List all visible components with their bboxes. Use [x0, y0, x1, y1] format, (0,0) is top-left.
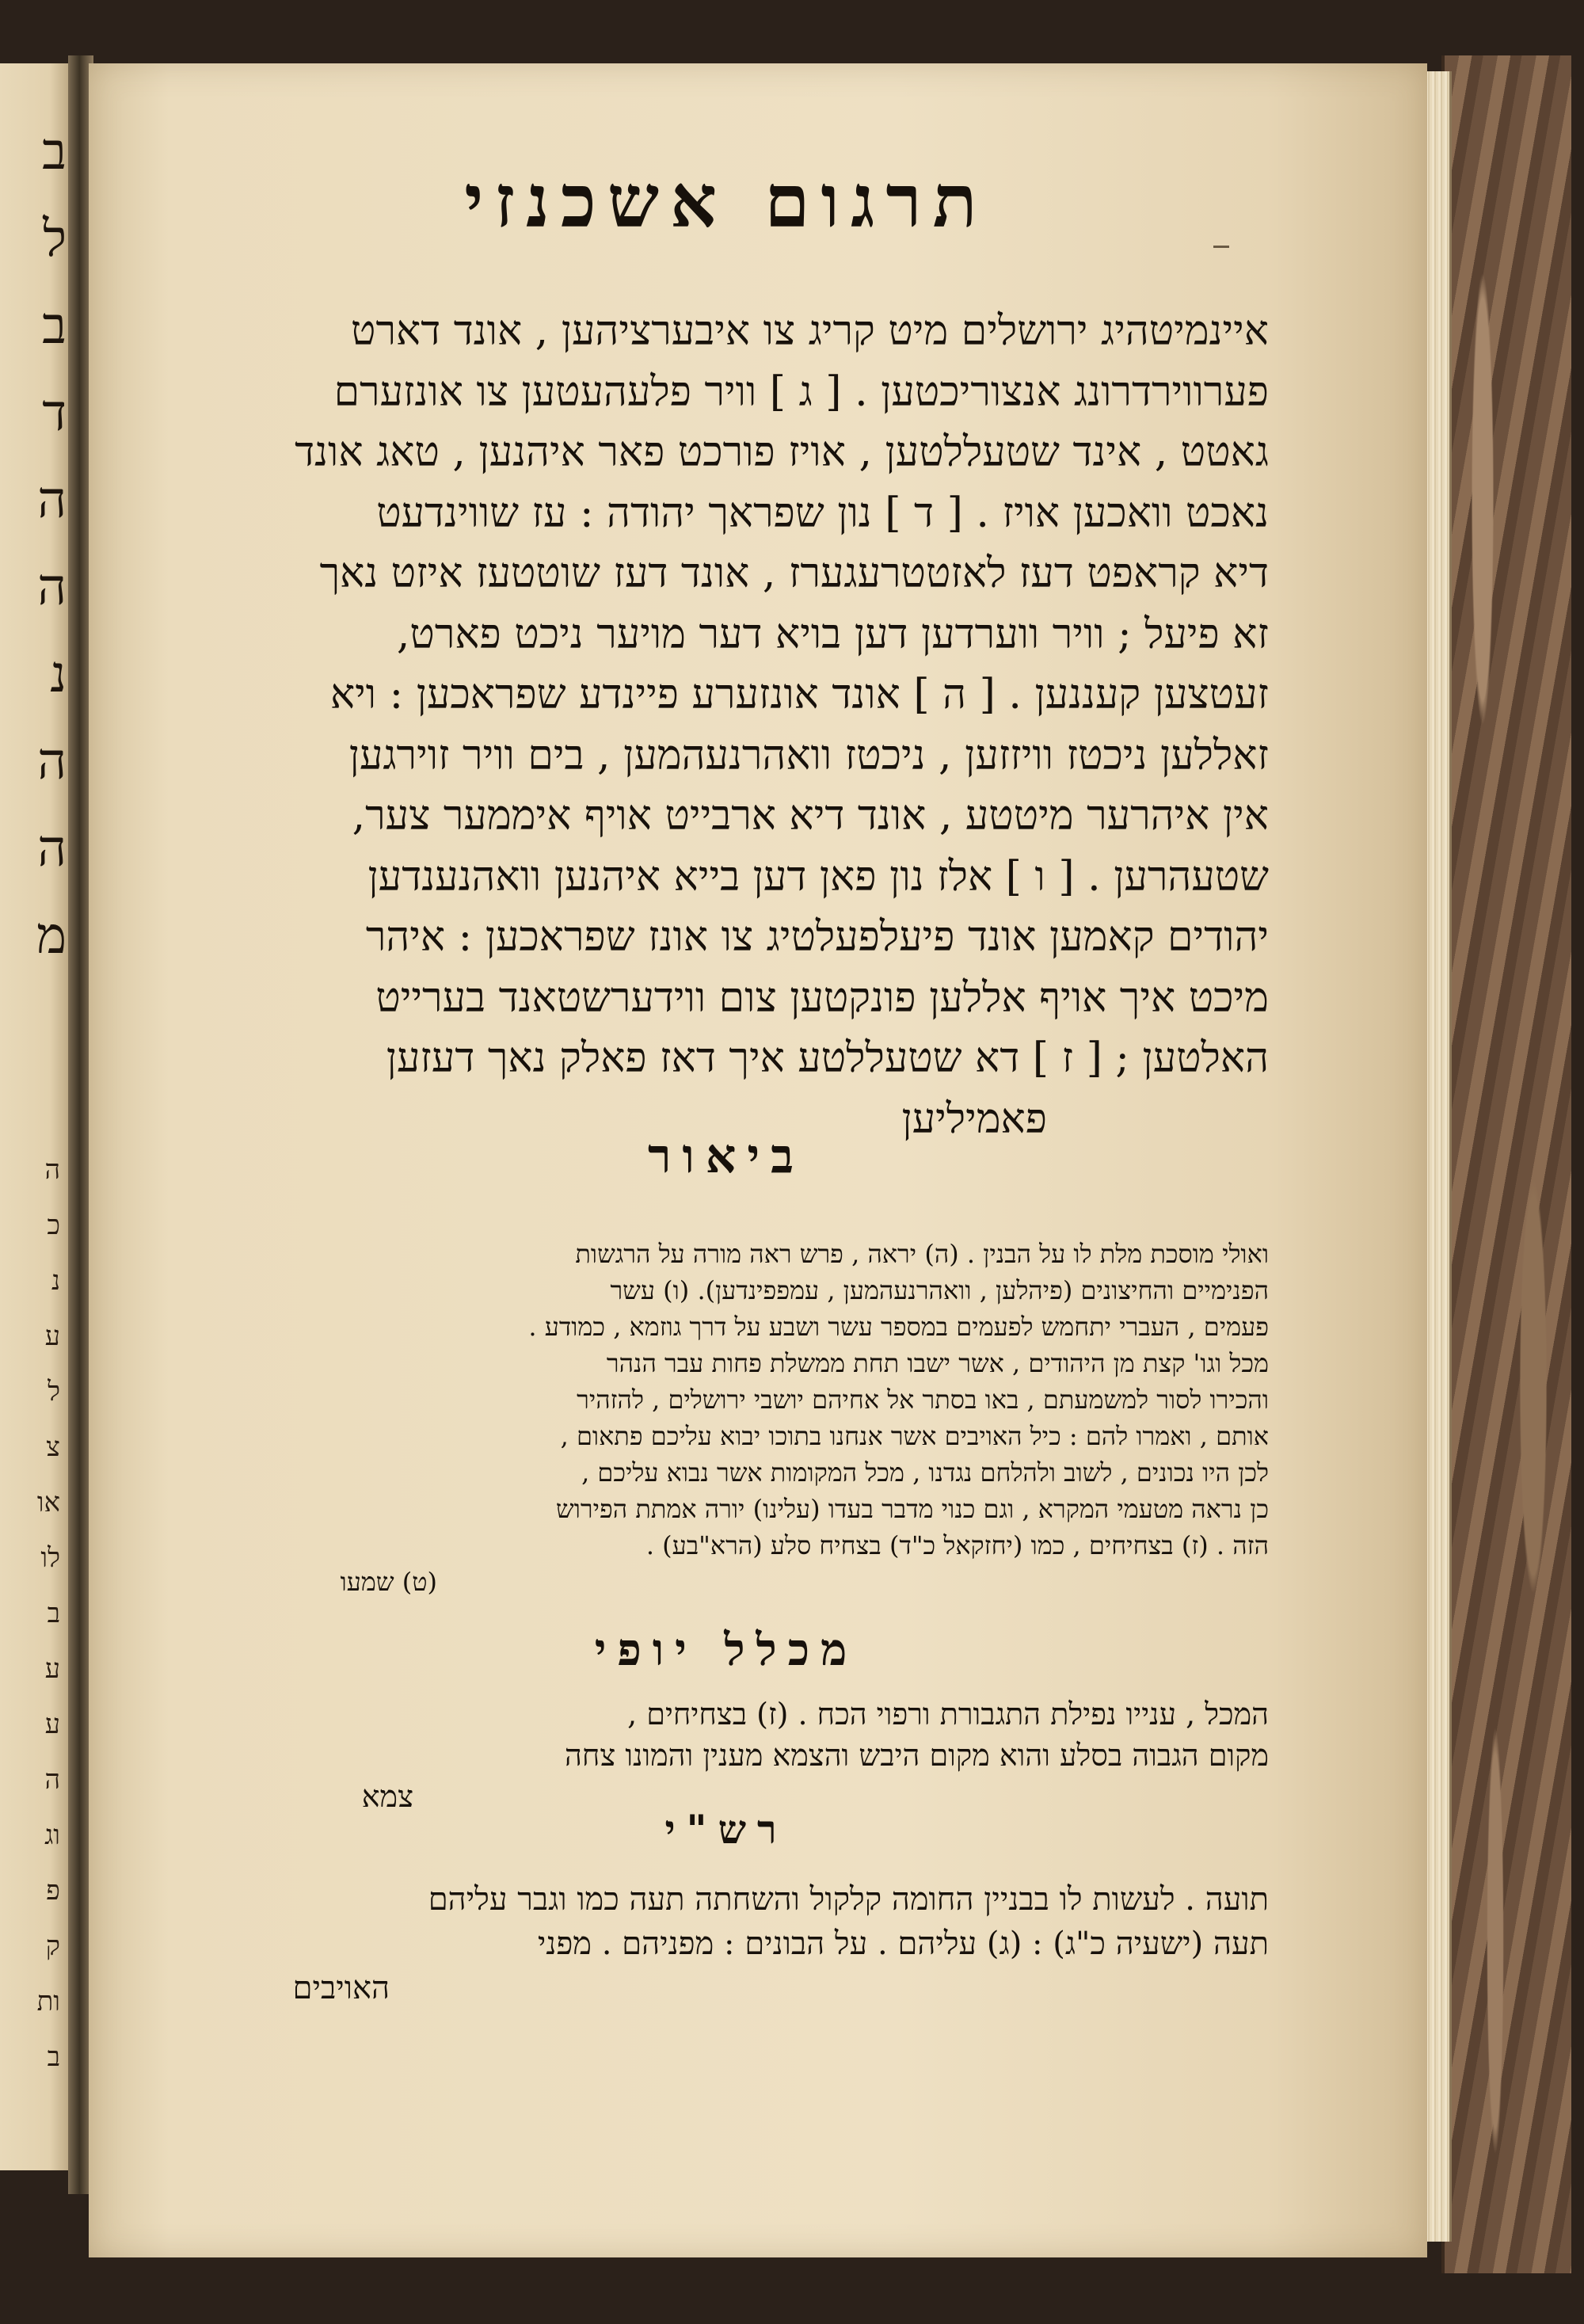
- left-page-glyph: ה: [37, 471, 67, 530]
- text-line: תעה (ישעיה כ"ג) : (ג) עליהם . על הבונים : מפניהם . מפני: [537, 1926, 1269, 1962]
- left-page-glyph: וג: [44, 1819, 60, 1851]
- text-line: כן נראה מטעמי המקרא , וגם כנוי מדבר בעדו (עלינו) יורה אמתת הפירוש: [556, 1494, 1269, 1524]
- text-line: יהודים קאמען אונד פיעלפעלטיג צו אונז שפראכען : איהר: [365, 913, 1269, 961]
- text-line: גאטט , אינד שטעללטען , אויז פורכט פאר איהנען , טאג אונד: [295, 429, 1269, 476]
- text-line: שטעהרען . [ ו ] אלז נון פאן דען בייא איהנען וואהנענדען: [367, 852, 1269, 901]
- text-line: מכל וגו' קצת מן היהודים , אשר ישבו תחת ממשלת פחות עבר הנהר: [606, 1348, 1269, 1378]
- left-page-glyph: ות: [36, 1986, 60, 2017]
- text-line: מיכט איך אויף אללען פונקטען צום ווידערשטאנד בערייט: [375, 973, 1269, 1022]
- text-line: דיא קראפט דעז לאזטטרעגערז , אונד דעז שוטטעז איזט נאך: [319, 550, 1269, 597]
- left-page-glyph: ה: [37, 820, 67, 878]
- text-line: אותם , ואמרו להם : כיל האויבים אשר אנחנו בתוכו יבוא עליכם פתאום ,: [560, 1421, 1269, 1451]
- left-page-glyph: נ: [50, 646, 67, 704]
- left-page-glyph: ע: [44, 1320, 60, 1352]
- left-page-edge: [0, 63, 71, 2170]
- left-page-glyph: כ: [47, 1210, 60, 1241]
- left-page-glyph: ה: [44, 1154, 60, 1186]
- left-page-glyph: פ: [46, 1875, 60, 1907]
- left-page-glyph: ל: [48, 1376, 60, 1408]
- left-page-glyph: ב: [42, 123, 67, 181]
- book-page: [89, 63, 1427, 2257]
- page-mark: [1213, 246, 1229, 248]
- text-line: הפנימיים והחיצונים (פיהלען , וואהרנעהמען , עמפפינדען). (ו) עשר: [610, 1275, 1269, 1305]
- left-page-glyph: ע: [44, 1709, 60, 1740]
- text-line: ואולי מוסכת מלת לו על הבנין . (ה) יראה , פרש ראה מורה על הרגשות: [575, 1239, 1269, 1269]
- left-page-glyph: או: [36, 1487, 60, 1518]
- text-line: זא פיעל ; וויר ווערדען דען בויא דער מויער ניכט פארט,: [396, 610, 1269, 658]
- yiddish-translation-text: [184, 301, 1269, 1149]
- text-line: איינמיטהיג ירושלים מיט קריג צו איבערציהען , אונד דארט: [351, 307, 1269, 355]
- text-line: המכל , ענייו נפילת התגבורת ורפוי הכח . (ז) בצחיחים ,: [627, 1697, 1269, 1732]
- text-line: מקום הגבוה בסלע והוא מקום היבש והצמא מענין והמונו צחה: [565, 1738, 1269, 1773]
- book-board-marbled: [1441, 55, 1571, 2273]
- text-line: לכן היו נכונים , לשוב ולהלחם נגדנו , מכל המקומות אשר נבוא עליכם ,: [581, 1457, 1269, 1488]
- left-page-glyph: מ: [36, 907, 67, 966]
- left-page-glyph: ב: [47, 2041, 60, 2073]
- main-heading: תרגום אשכנזי: [464, 158, 988, 244]
- text-line: צמא: [361, 1779, 413, 1814]
- biur-heading: ביאור: [648, 1129, 805, 1184]
- left-page-glyph: ל: [43, 210, 67, 269]
- left-page-glyph: נ: [51, 1265, 60, 1297]
- michlal-yofi-heading: מכלל יופי: [594, 1624, 859, 1676]
- text-line: זעטצען קעננען . [ ה ] אונד אונזערע פיינדע שפראכען : ויא: [329, 671, 1269, 718]
- text-line: תועה . לעשות לו בבניין החומה קלקול והשחתה תעה כמו וגבר עליהם: [428, 1881, 1269, 1918]
- left-page-glyph: ב: [42, 297, 67, 356]
- left-page-glyph: ב: [47, 1598, 60, 1629]
- text-line: פערווירדרונג אנצוריכטען . [ ג ] וויר פלעהעטען צו אונזערם: [333, 368, 1269, 416]
- text-line: נאכט וואכען אויז . [ ד ] נון שפראך יהודה : עז שווינדעט: [376, 489, 1269, 537]
- left-page-glyph: לו: [40, 1542, 60, 1574]
- text-line: האלטען ; [ ז ] דא שטעללטע איך דאז פאלק נאך דעזען: [386, 1034, 1269, 1082]
- text-line: והכירו לסור למשמעתם , באו בסתר אל אחיהם יושבי ירושלים , להזהיר: [577, 1385, 1269, 1415]
- text-line: אין איהרער מיטטע , אונד דיא ארבייט אויף איממער צער,: [352, 792, 1269, 840]
- michlal-yofi-text: [184, 1693, 1269, 1817]
- left-page-glyph: ה: [37, 733, 67, 791]
- biur-commentary-text: [184, 1236, 1269, 1600]
- left-page-glyph: ע: [44, 1653, 60, 1685]
- text-line: פעמים , העברי יתחמש לפעמים במספר עשר ושבע על דרך גוזמא , כמודע .: [528, 1312, 1269, 1342]
- text-line: הזה . (ז) בצחיחים , כמו (יחזקאל כ"ד) בצחיח סלע (הרא"בע) .: [645, 1530, 1269, 1560]
- rashi-heading: רש"י: [664, 1806, 788, 1853]
- left-page-glyph: ק: [45, 1930, 60, 1962]
- text-line: זאללען ניכטז וויזזען , ניכטז וואהרנעהמען , בים וויר זוירגען: [348, 731, 1269, 779]
- left-page-glyph: ה: [44, 1764, 60, 1796]
- rashi-commentary-text: [184, 1877, 1269, 2010]
- left-page-glyph: ד: [42, 384, 67, 443]
- left-page-glyph: צ: [46, 1431, 60, 1463]
- text-line: האויבים: [292, 1970, 390, 2006]
- text-line: (ט) שמעו: [340, 1567, 437, 1597]
- left-page-glyph: ה: [37, 558, 67, 617]
- text-line: פאמיליען: [901, 1095, 1047, 1143]
